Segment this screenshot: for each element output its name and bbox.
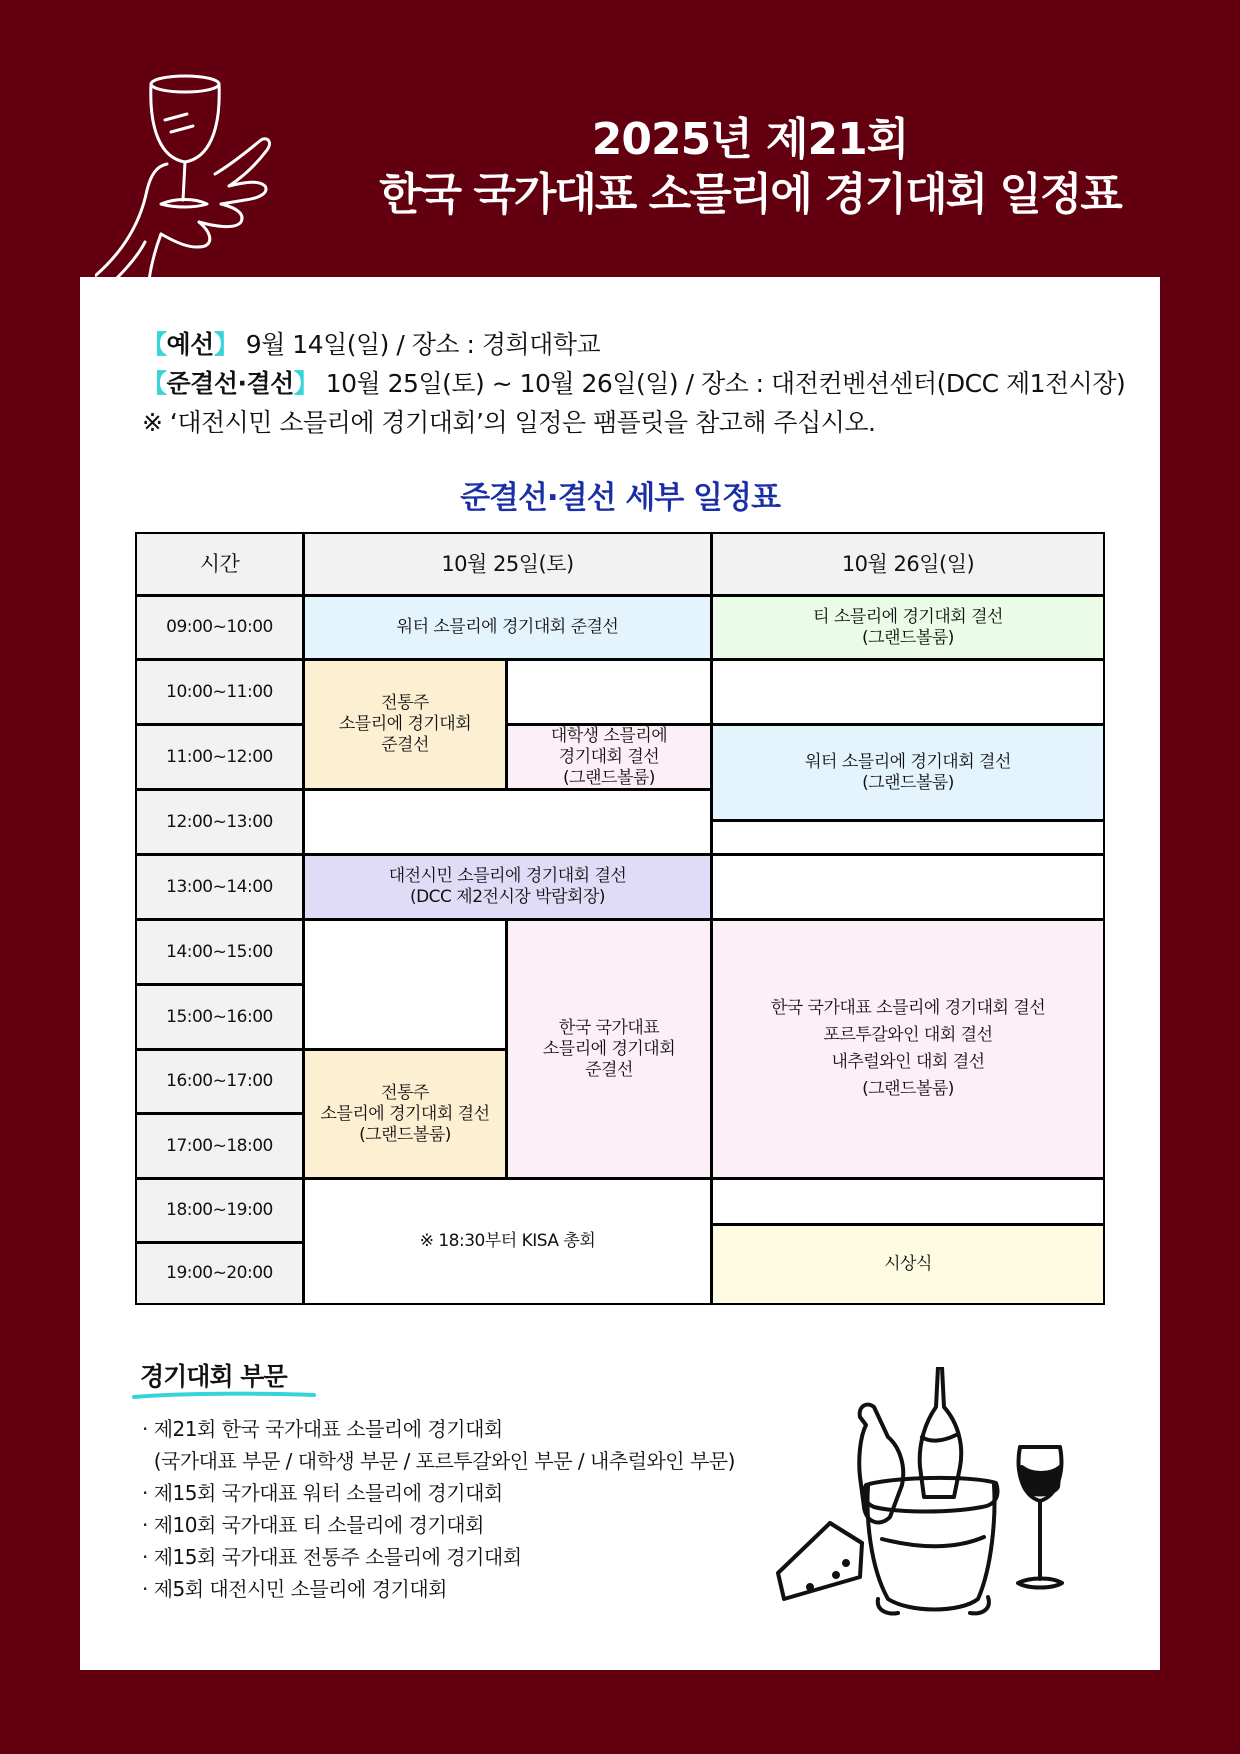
time-cell: 15:00~16:00 (135, 984, 304, 1050)
empty-cell (711, 854, 1105, 920)
prelim-line: 【예선】 9월 14일(일) / 장소 : 경희대학교 (142, 330, 601, 359)
divisions-list (142, 1413, 735, 1605)
wine-glass-hand-icon (95, 70, 295, 280)
underline-decoration (132, 1391, 316, 1401)
time-cell: 09:00~10:00 (135, 595, 304, 660)
time-cell: 11:00~12:00 (135, 724, 304, 790)
list-item: · 제10회 국가대표 티 소믈리에 경기대회 (142, 1513, 484, 1537)
cheese-icon (778, 1523, 862, 1599)
time-cell: 16:00~17:00 (135, 1049, 304, 1114)
event-tea-final: 티 소믈리에 경기대회 결선 (그랜드볼룸) (711, 595, 1105, 660)
event-water-final: 워터 소믈리에 경기대회 결선 (그랜드볼룸) (711, 724, 1105, 821)
event-traditional-final: 전통주 소믈리에 경기대회 결선 (그랜드볼룸) (303, 1049, 507, 1179)
list-item: · 제21회 한국 국가대표 소믈리에 경기대회 (142, 1417, 503, 1441)
title-line-2: 한국 국가대표 소믈리에 경기대회 일정표 (379, 169, 1121, 220)
empty-cell (303, 789, 712, 855)
wine-illustration (770, 1367, 1170, 1617)
title-line-1: 2025년 제21회 (591, 114, 909, 165)
event-water-semifinal: 워터 소믈리에 경기대회 준결선 (303, 595, 712, 660)
event-university-final: 대학생 소믈리에 경기대회 결선 (그랜드볼룸) (506, 724, 712, 790)
list-item: · 제15회 국가대표 전통주 소믈리에 경기대회 (142, 1545, 522, 1569)
empty-cell (711, 1178, 1105, 1225)
event-traditional-semifinal: 전통주 소믈리에 경기대회 준결선 (303, 659, 507, 790)
event-daejeon-final: 대전시민 소믈리에 경기대회 결선 (DCC 제2전시장 박람회장) (303, 854, 712, 920)
time-cell: 10:00~11:00 (135, 659, 304, 725)
page-title (300, 112, 1200, 222)
header-day1: 10월 25일(토) (303, 532, 712, 596)
empty-cell (506, 659, 712, 725)
prelim-tag: 예선 (166, 330, 214, 359)
time-cell: 19:00~20:00 (135, 1242, 304, 1305)
list-item: (국가대표 부문 / 대학생 부문 / 포르투갈와인 부문 / 내추럴와인 부문) (142, 1449, 735, 1473)
schedule-table (136, 533, 1106, 1305)
content-card (80, 277, 1160, 1670)
list-item: · 제15회 국가대표 워터 소믈리에 경기대회 (142, 1481, 503, 1505)
empty-cell (303, 919, 507, 1050)
schedule-title: 준결선·결선 세부 일정표 (460, 480, 780, 516)
final-text: 10월 25일(토) ~ 10월 26일(일) / 장소 : 대전컨벤션센터(DCC 제1전시장) (318, 369, 1126, 398)
wine-bucket-icon (859, 1367, 997, 1613)
empty-cell (711, 820, 1105, 855)
schedule-info (142, 325, 1125, 442)
header-day2: 10월 26일(일) (711, 532, 1105, 596)
empty-cell (711, 659, 1105, 725)
wine-glass-icon (1018, 1447, 1062, 1588)
event-korea-final: 한국 국가대표 소믈리에 경기대회 결선 포르투갈와인 대회 결선 내추럴와인 대회 결선 (그랜드볼룸) (711, 919, 1105, 1179)
time-cell: 18:00~19:00 (135, 1178, 304, 1243)
time-cell: 12:00~13:00 (135, 789, 304, 855)
info-note: ※ ‘대전시민 소믈리에 경기대회’의 일정은 팸플릿을 참고해 주십시오. (142, 408, 876, 437)
header-time: 시간 (135, 532, 304, 596)
event-awards: 시상식 (711, 1224, 1105, 1305)
final-tag: 준결선·결선 (166, 369, 294, 398)
time-cell: 14:00~15:00 (135, 919, 304, 985)
list-item: · 제5회 대전시민 소믈리에 경기대회 (142, 1577, 447, 1601)
event-kisa-meeting: ※ 18:30부터 KISA 총회 (303, 1178, 712, 1305)
divisions-title: 경기대회 부문 (140, 1362, 287, 1391)
time-cell: 13:00~14:00 (135, 854, 304, 920)
time-cell: 17:00~18:00 (135, 1113, 304, 1179)
final-line: 【준결선·결선】 10월 25일(토) ~ 10월 26일(일) / 장소 : 대전컨벤션센터(DCC 제1전시장) (142, 369, 1126, 398)
event-korea-semifinal: 한국 국가대표 소믈리에 경기대회 준결선 (506, 919, 712, 1179)
prelim-text: 9월 14일(일) / 장소 : 경희대학교 (238, 330, 601, 359)
